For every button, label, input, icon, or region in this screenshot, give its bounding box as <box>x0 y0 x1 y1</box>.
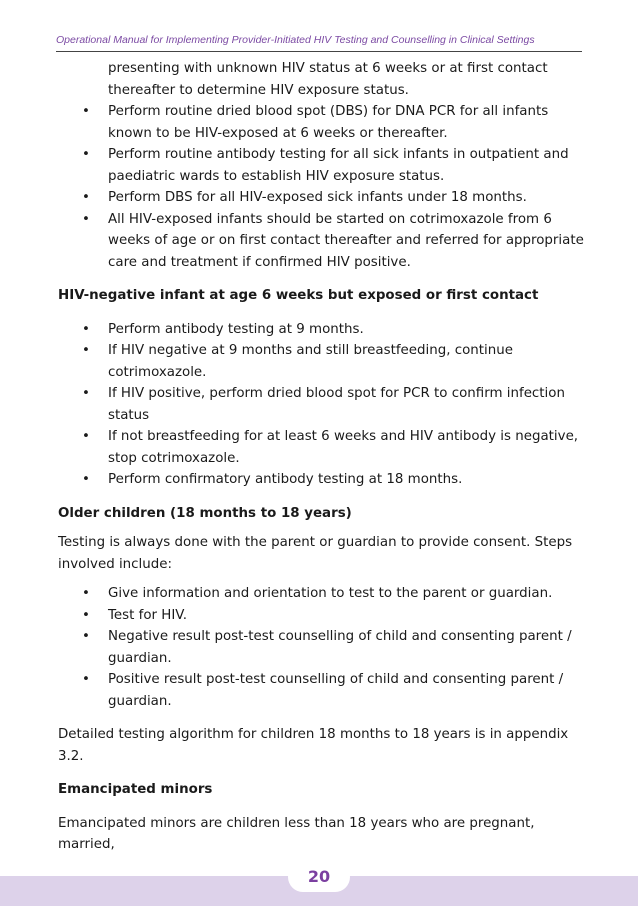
list-item-text: Perform DBS for all HIV-exposed sick infants under 18 months. <box>108 190 527 205</box>
bullet-icon: • <box>82 190 90 205</box>
infant-testing-bullets <box>58 101 588 273</box>
list-item <box>58 626 588 669</box>
bullet-icon: • <box>82 386 90 401</box>
section-heading-older-children: Older children (18 months to 18 years) <box>58 505 352 521</box>
list-item-text: If HIV positive, perform dried blood spot for PCR to confirm infection status <box>108 386 565 423</box>
list-item <box>58 101 588 144</box>
list-item <box>58 340 588 383</box>
list-item <box>58 605 588 627</box>
list-item <box>58 209 588 274</box>
list-item-text: If HIV negative at 9 months and still breastfeeding, continue cotrimoxazole. <box>108 343 513 380</box>
bullet-icon: • <box>82 321 90 337</box>
list-item <box>58 187 588 209</box>
list-item-text: Perform antibody testing at 9 months. <box>108 321 364 337</box>
list-item-text: Perform routine dried blood spot (DBS) for DNA PCR for all infants known to be HIV-exposed at 6 weeks or thereafter. <box>108 104 549 141</box>
algorithm-reference: Detailed testing algorithm for children 18 months to 18 years is in appendix 3.2. <box>58 727 569 764</box>
emancipated-minors-paragraph: Emancipated minors are children less than 18 years who are pregnant, married, <box>58 815 535 852</box>
list-item <box>58 669 588 712</box>
list-item-text: Positive result post-test counselling of child and consenting parent / guardian. <box>108 672 564 709</box>
list-item <box>58 426 588 469</box>
bullet-icon: • <box>82 672 90 687</box>
list-item-text: If not breastfeeding for at least 6 weeks and HIV antibody is negative, stop cotrimoxazole. <box>108 429 579 466</box>
list-item-text: Give information and orientation to test to the parent or guardian. <box>108 586 553 601</box>
list-item-text: Perform confirmatory antibody testing at 18 months. <box>108 472 463 487</box>
page-body <box>58 58 588 856</box>
list-item <box>58 144 588 187</box>
bullet-icon: • <box>82 629 90 644</box>
bullet-icon: • <box>82 343 90 358</box>
list-item <box>58 583 588 605</box>
list-item-text: Test for HIV. <box>108 607 188 623</box>
bullet-icon: • <box>82 147 90 162</box>
hiv-negative-infant-bullets <box>58 319 588 491</box>
list-item <box>58 383 588 426</box>
list-item <box>58 319 588 341</box>
bullet-icon: • <box>82 586 90 601</box>
list-item-text: Perform routine antibody testing for all sick infants in outpatient and paediatric wards to establish HIV exposure status. <box>108 147 569 184</box>
list-item-text: All HIV-exposed infants should be started on cotrimoxazole from 6 weeks of age or on first contact thereafter and referred for appropriate care and treatment if confirmed HIV positive. <box>108 211 584 270</box>
list-item <box>58 469 588 491</box>
older-children-intro: Testing is always done with the parent or guardian to provide consent. Steps involved include: <box>58 535 573 572</box>
bullet-icon: • <box>82 211 90 227</box>
list-item-text: Negative result post-test counselling of child and consenting parent / guardian. <box>108 629 572 666</box>
section-heading-hiv-negative-infant: HIV-negative infant at age 6 weeks but exposed or first contact <box>58 288 539 303</box>
continued-bullet-text: presenting with unknown HIV status at 6 weeks or at first contact thereafter to determine HIV exposure status. <box>108 61 548 98</box>
section-heading-emancipated-minors: Emancipated minors <box>58 782 213 797</box>
bullet-icon: • <box>82 607 90 623</box>
header-divider <box>56 51 582 52</box>
older-children-bullets <box>58 583 588 712</box>
bullet-icon: • <box>82 472 90 487</box>
page-number: 20 <box>288 862 350 892</box>
bullet-icon: • <box>82 429 90 444</box>
running-header-title: Operational Manual for Implementing Provider-Initiated HIV Testing and Counselling in Clinical Settings <box>56 34 535 46</box>
bullet-icon: • <box>82 104 90 119</box>
